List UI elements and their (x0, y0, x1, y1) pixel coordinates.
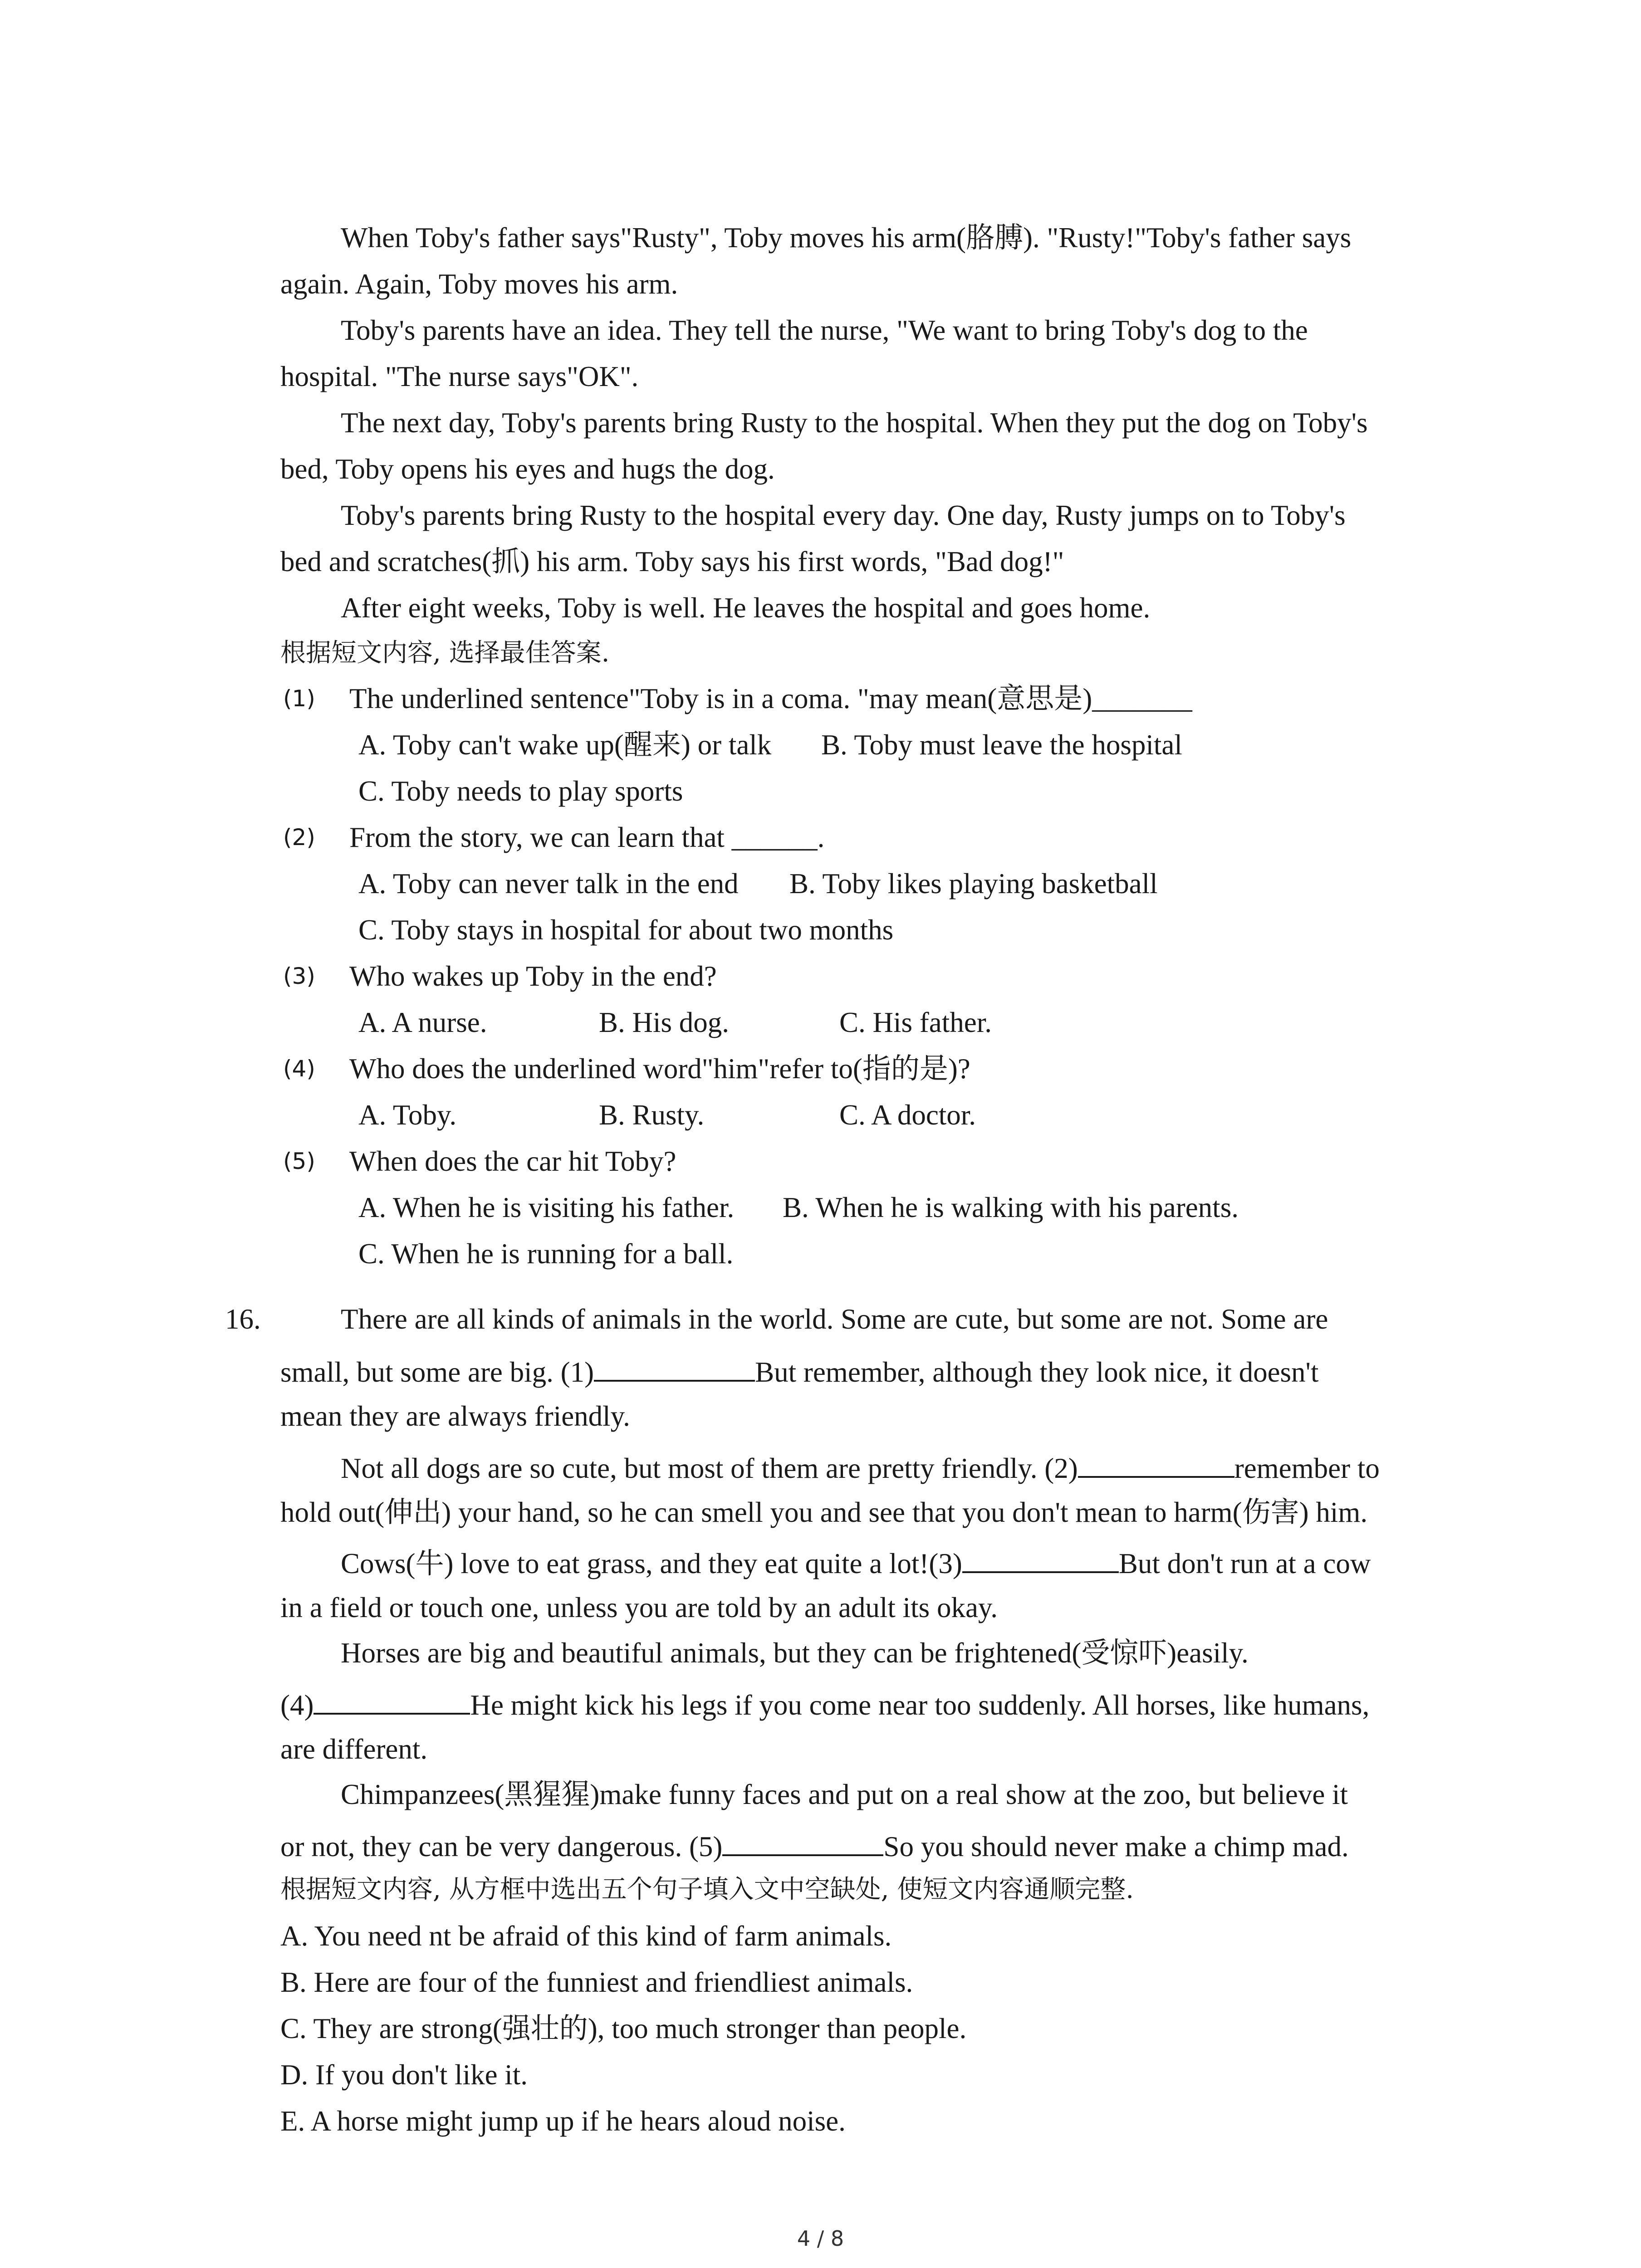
option-a: A. Toby can never talk in the end (358, 868, 739, 899)
question-text: The underlined sentence"Toby is in a coma. "may mean(意思是)_______ (349, 683, 1192, 714)
passage-line: After eight weeks, Toby is well. He leaves the hospital and goes home. (341, 592, 1151, 624)
blank-1[interactable] (594, 1354, 755, 1382)
passage-line: small, but some are big. (1) But remember, although they look nice, it doesn't (280, 1354, 1318, 1388)
option-c: C. When he is running for a ball. (358, 1238, 734, 1270)
instruction-1: 根据短文内容, 选择最佳答案. (280, 638, 610, 668)
blank-3[interactable] (962, 1545, 1119, 1573)
option-c: C. Toby needs to play sports (358, 775, 683, 807)
option-b: B. Toby must leave the hospital (821, 729, 1182, 761)
question-number: (4) (283, 1056, 315, 1082)
passage-line: in a field or touch one, unless you are told by an adult its okay. (280, 1592, 998, 1623)
passage-line: hospital. "The nurse says"OK". (280, 361, 639, 392)
question-text: When does the car hit Toby? (349, 1145, 676, 1177)
question-number: (3) (283, 963, 315, 989)
passage-line: Toby's parents have an idea. They tell the nurse, "We want to bring Toby's dog to the (341, 314, 1308, 346)
passage-line: The next day, Toby's parents bring Rusty to the hospital. When they put the dog on Toby's (341, 407, 1368, 439)
option-b: B. Rusty. (599, 1099, 705, 1131)
passage-line: Horses are big and beautiful animals, but they can be frightened(受惊吓)easily. (341, 1637, 1249, 1669)
option-c: C. His father. (839, 1007, 992, 1038)
choice-b: B. Here are four of the funniest and friendliest animals. (280, 1966, 913, 1998)
question-text: Who does the underlined word"him"refer to(指的是)? (349, 1053, 970, 1085)
instruction-2: 根据短文内容, 从方框中选出五个句子填入文中空缺处, 使短文内容通顺完整. (280, 1875, 1134, 1904)
question-text: Who wakes up Toby in the end? (349, 960, 717, 992)
passage-line: Chimpanzees(黑猩猩)make funny faces and put on a real show at the zoo, but believe it (341, 1779, 1348, 1810)
choice-d: D. If you don't like it. (280, 2059, 528, 2091)
passage-line: bed, Toby opens his eyes and hugs the dog. (280, 453, 775, 485)
option-b: B. His dog. (599, 1007, 730, 1038)
passage-line: When Toby's father says"Rusty", Toby moves his arm(胳膊). "Rusty!"Toby's father says (341, 222, 1352, 254)
question-number: (2) (283, 824, 315, 850)
blank-2[interactable] (1078, 1450, 1234, 1478)
option-b: B. Toby likes playing basketball (789, 868, 1158, 899)
passage-line: bed and scratches(抓) his arm. Toby says his first words, "Bad dog!" (280, 546, 1064, 577)
question-16-number: 16. (225, 1303, 261, 1335)
choice-c: C. They are strong(强壮的), too much stronger than people. (280, 2013, 967, 2044)
option-c: C. Toby stays in hospital for about two months (358, 914, 894, 946)
choice-a: A. You need nt be afraid of this kind of farm animals. (280, 1920, 892, 1952)
passage-line: (4) He might kick his legs if you come near too suddenly. All horses, like humans, (280, 1686, 1369, 1721)
passage-line: Cows(牛) love to eat grass, and they eat quite a lot!(3) But don't run at a cow (341, 1545, 1371, 1580)
option-a: A. When he is visiting his father. (358, 1192, 735, 1223)
blank-5[interactable] (722, 1828, 883, 1856)
passage-line: again. Again, Toby moves his arm. (280, 268, 678, 300)
question-number: (5) (283, 1148, 315, 1174)
question-text: From the story, we can learn that ______. (349, 821, 825, 853)
passage-line: Not all dogs are so cute, but most of them are pretty friendly. (2) remember to (341, 1450, 1380, 1485)
passage-line: are different. (280, 1733, 428, 1765)
option-b: B. When he is walking with his parents. (783, 1192, 1239, 1223)
passage-line: Toby's parents bring Rusty to the hospital every day. One day, Rusty jumps on to Toby's (341, 499, 1346, 531)
passage-line: or not, they can be very dangerous. (5) So you should never make a chimp mad. (280, 1828, 1349, 1863)
page-number: 4 / 8 (797, 2226, 844, 2251)
passage-line: hold out(伸出) your hand, so he can smell you and see that you don't mean to harm(伤害) him. (280, 1496, 1368, 1528)
choice-e: E. A horse might jump up if he hears aloud noise. (280, 2105, 846, 2137)
question-number: (1) (283, 685, 315, 712)
option-a: A. Toby can't wake up(醒来) or talk (358, 729, 772, 761)
passage-line: There are all kinds of animals in the world. Some are cute, but some are not. Some are (341, 1303, 1328, 1335)
blank-4[interactable] (314, 1686, 470, 1715)
option-a: A. Toby. (358, 1099, 457, 1131)
passage-line: mean they are always friendly. (280, 1400, 630, 1432)
option-a: A. A nurse. (358, 1007, 487, 1038)
option-c: C. A doctor. (839, 1099, 976, 1131)
